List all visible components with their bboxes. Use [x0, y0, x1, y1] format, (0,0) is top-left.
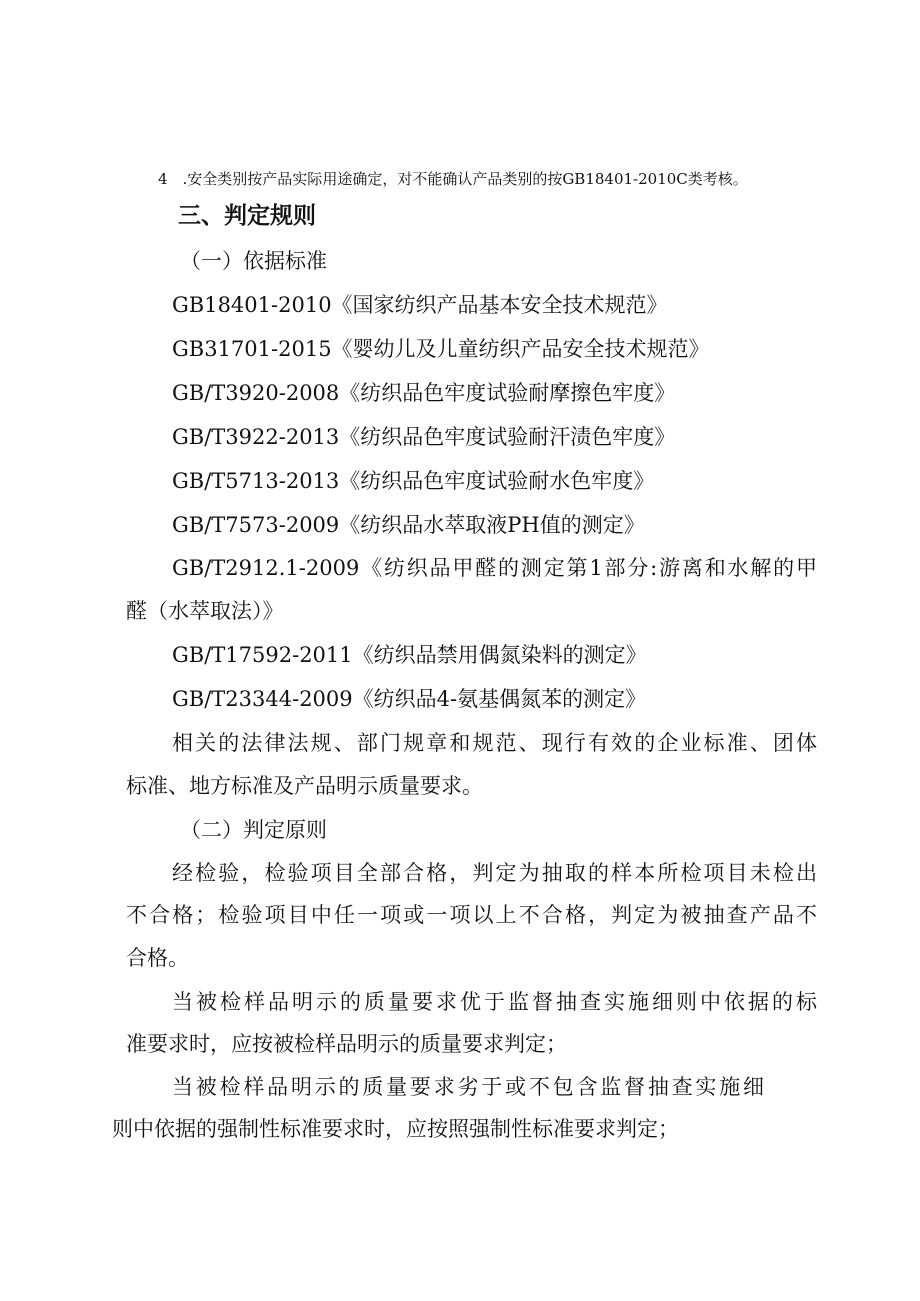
standard-item: GB/T5713-2013《纺织品色牢度试验耐水色牢度》	[172, 469, 655, 493]
standard-item-continuation: 醛（水萃取法）》	[126, 599, 284, 623]
standard-item: GB/T3922-2013《纺织品色牢度试验耐汗渍色牢度》	[172, 425, 676, 449]
related-regulations-line: 相关的法律法规、部门规章和规范、现行有效的企业标准、团体	[172, 731, 817, 755]
principle-paragraph-line: 则中依据的强制性标准要求时，应按照强制性标准要求判定；	[112, 1117, 679, 1141]
principle-paragraph-line: 当被检样品明示的质量要求劣于或不包含监督抽查实施细	[172, 1075, 764, 1099]
standard-item: GB31701-2015《婴幼儿及儿童纺织产品安全技术规范》	[172, 337, 710, 361]
standard-item: GB18401-2010《国家纺织产品基本安全技术规范》	[172, 293, 668, 317]
principle-paragraph-line: 当被检样品明示的质量要求优于监督抽查实施细则中依据的标	[172, 990, 817, 1014]
principle-paragraph-line: 合格。	[126, 946, 189, 970]
standard-item: GB/T7573-2009《纺织品水萃取液PH值的测定》	[172, 513, 645, 537]
safety-category-note: 4 .安全类别按产品实际用途确定，对不能确认产品类别的按GB18401-2010C类考核。	[158, 170, 748, 188]
principle-paragraph-line: 经检验，检验项目全部合格，判定为抽取的样本所检项目未检出	[172, 861, 817, 885]
principle-paragraph-line: 准要求时，应按被检样品明示的质量要求判定；	[126, 1032, 567, 1056]
standard-item: GB/T3920-2008《纺织品色牢度试验耐摩擦色牢度》	[172, 381, 676, 405]
subsection-judgment-principles: （二）判定原则	[180, 818, 327, 842]
section-title: 三、判定规则	[178, 203, 316, 229]
standard-item: GB/T2912.1-2009《纺织品甲醛的测定第1部分:游离和水解的甲	[172, 556, 817, 580]
standard-item: GB/T23344-2009《纺织品4-氨基偶氮苯的测定》	[172, 687, 647, 711]
principle-paragraph-line: 不合格；检验项目中任一项或一项以上不合格，判定为被抽查产品不	[126, 903, 817, 927]
standard-item: GB/T17592-2011《纺织品禁用偶氮染料的测定》	[172, 643, 647, 667]
related-regulations-line: 标准、地方标准及产品明示质量要求。	[126, 774, 483, 798]
subsection-basis-standards: （一）依据标准	[180, 249, 327, 273]
